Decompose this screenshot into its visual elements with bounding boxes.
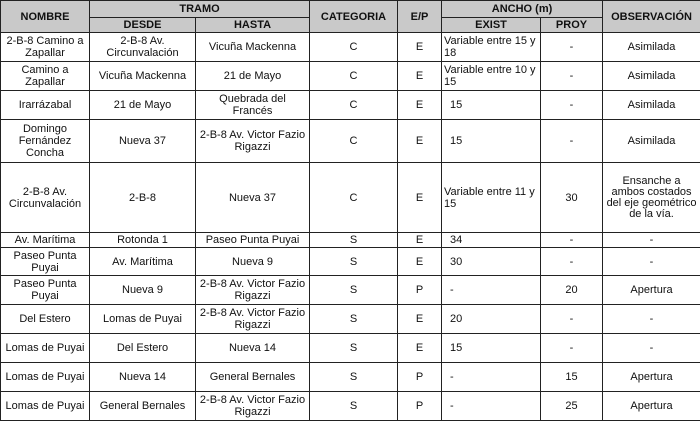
cell-exist: Variable entre 15 y 18: [442, 33, 541, 62]
cell-nombre: Paseo Punta Puyai: [1, 276, 90, 305]
header-categoria: CATEGORIA: [310, 1, 398, 33]
cell-categoria: S: [310, 248, 398, 276]
cell-hasta: 2-B-8 Av. Victor Fazio Rigazzi: [196, 305, 310, 334]
cell-desde: 2-B-8 Av. Circunvalación: [90, 33, 196, 62]
cell-proy: 15: [541, 363, 603, 392]
table-row: [1, 163, 700, 233]
cell-hasta: Vicuña Mackenna: [196, 33, 310, 62]
cell-ep: E: [398, 334, 442, 363]
table-row: [1, 233, 700, 248]
cell-proy: 25: [541, 392, 603, 421]
header-proy: PROY: [541, 18, 603, 33]
cell-nombre: Domingo Fernández Concha: [1, 120, 90, 163]
cell-proy: 20: [541, 276, 603, 305]
cell-ep: E: [398, 233, 442, 248]
cell-ep: E: [398, 248, 442, 276]
cell-categoria: S: [310, 334, 398, 363]
cell-ep: P: [398, 392, 442, 421]
table-body: [1, 33, 700, 421]
cell-exist: 15: [442, 120, 541, 163]
cell-ep: E: [398, 91, 442, 120]
cell-hasta: 2-B-8 Av. Victor Fazio Rigazzi: [196, 392, 310, 421]
cell-exist: Variable entre 11 y 15: [442, 163, 541, 233]
cell-observacion: -: [603, 305, 700, 334]
cell-hasta: 21 de Mayo: [196, 62, 310, 91]
cell-hasta: Quebrada del Francés: [196, 91, 310, 120]
cell-categoria: C: [310, 33, 398, 62]
cell-proy: 30: [541, 163, 603, 233]
cell-observacion: Asimilada: [603, 33, 700, 62]
cell-observacion: -: [603, 248, 700, 276]
cell-exist: -: [442, 363, 541, 392]
cell-nombre: Del Estero: [1, 305, 90, 334]
cell-desde: General Bernales: [90, 392, 196, 421]
cell-categoria: C: [310, 91, 398, 120]
cell-hasta: Nueva 37: [196, 163, 310, 233]
header-ep: E/P: [398, 1, 442, 33]
table-row: [1, 276, 700, 305]
cell-nombre: 2-B-8 Camino a Zapallar: [1, 33, 90, 62]
table-row: [1, 248, 700, 276]
cell-exist: 15: [442, 334, 541, 363]
cell-desde: Nueva 14: [90, 363, 196, 392]
cell-nombre: 2-B-8 Av. Circunvalación: [1, 163, 90, 233]
header-tramo: TRAMO: [90, 1, 310, 18]
cell-categoria: S: [310, 305, 398, 334]
cell-desde: Rotonda 1: [90, 233, 196, 248]
header-ancho: ANCHO (m): [442, 1, 603, 18]
cell-proy: -: [541, 62, 603, 91]
header-observacion: OBSERVACIÓN: [603, 1, 700, 33]
header-exist: EXIST: [442, 18, 541, 33]
cell-observacion: -: [603, 233, 700, 248]
cell-exist: 34: [442, 233, 541, 248]
cell-desde: Av. Marítima: [90, 248, 196, 276]
cell-categoria: S: [310, 276, 398, 305]
cell-observacion: Asimilada: [603, 62, 700, 91]
cell-proy: -: [541, 91, 603, 120]
cell-proy: -: [541, 305, 603, 334]
cell-exist: -: [442, 392, 541, 421]
cell-desde: Nueva 9: [90, 276, 196, 305]
cell-exist: 30: [442, 248, 541, 276]
cell-desde: Vicuña Mackenna: [90, 62, 196, 91]
cell-observacion: Asimilada: [603, 120, 700, 163]
cell-categoria: S: [310, 392, 398, 421]
cell-exist: 15: [442, 91, 541, 120]
table-row: [1, 91, 700, 120]
cell-nombre: Camino a Zapallar: [1, 62, 90, 91]
table-row: [1, 120, 700, 163]
cell-ep: E: [398, 33, 442, 62]
header-hasta: HASTA: [196, 18, 310, 33]
cell-nombre: Paseo Punta Puyai: [1, 248, 90, 276]
cell-desde: 21 de Mayo: [90, 91, 196, 120]
cell-nombre: Lomas de Puyai: [1, 363, 90, 392]
cell-desde: Nueva 37: [90, 120, 196, 163]
table-row: [1, 305, 700, 334]
cell-hasta: Nueva 9: [196, 248, 310, 276]
cell-desde: 2-B-8: [90, 163, 196, 233]
cell-ep: E: [398, 305, 442, 334]
cell-desde: Lomas de Puyai: [90, 305, 196, 334]
cell-categoria: C: [310, 62, 398, 91]
cell-categoria: S: [310, 233, 398, 248]
table-row: [1, 334, 700, 363]
cell-nombre: Av. Marítima: [1, 233, 90, 248]
cell-ep: E: [398, 120, 442, 163]
cell-hasta: Nueva 14: [196, 334, 310, 363]
cell-ep: P: [398, 276, 442, 305]
cell-observacion: Asimilada: [603, 91, 700, 120]
cell-nombre: Irarrázabal: [1, 91, 90, 120]
cell-categoria: C: [310, 163, 398, 233]
cell-ep: P: [398, 363, 442, 392]
cell-desde: Del Estero: [90, 334, 196, 363]
cell-categoria: C: [310, 120, 398, 163]
cell-hasta: Paseo Punta Puyai: [196, 233, 310, 248]
table-row: [1, 363, 700, 392]
header-nombre: NOMBRE: [1, 1, 90, 33]
cell-exist: 20: [442, 305, 541, 334]
cell-categoria: S: [310, 363, 398, 392]
cell-observacion: Ensanche a ambos costados del eje geométrico de la vía.: [603, 163, 700, 233]
cell-nombre: Lomas de Puyai: [1, 392, 90, 421]
cell-proy: -: [541, 334, 603, 363]
cell-observacion: Apertura: [603, 392, 700, 421]
header-desde: DESDE: [90, 18, 196, 33]
cell-ep: E: [398, 163, 442, 233]
table-row: [1, 62, 700, 91]
cell-ep: E: [398, 62, 442, 91]
cell-hasta: General Bernales: [196, 363, 310, 392]
cell-proy: -: [541, 233, 603, 248]
cell-hasta: 2-B-8 Av. Victor Fazio Rigazzi: [196, 120, 310, 163]
cell-observacion: Apertura: [603, 363, 700, 392]
cell-nombre: Lomas de Puyai: [1, 334, 90, 363]
cell-proy: -: [541, 33, 603, 62]
cell-exist: -: [442, 276, 541, 305]
cell-proy: -: [541, 120, 603, 163]
cell-observacion: Apertura: [603, 276, 700, 305]
cell-hasta: 2-B-8 Av. Victor Fazio Rigazzi: [196, 276, 310, 305]
cell-proy: -: [541, 248, 603, 276]
table-row: [1, 392, 700, 421]
cell-exist: Variable entre 10 y 15: [442, 62, 541, 91]
table-row: [1, 33, 700, 62]
cell-observacion: -: [603, 334, 700, 363]
